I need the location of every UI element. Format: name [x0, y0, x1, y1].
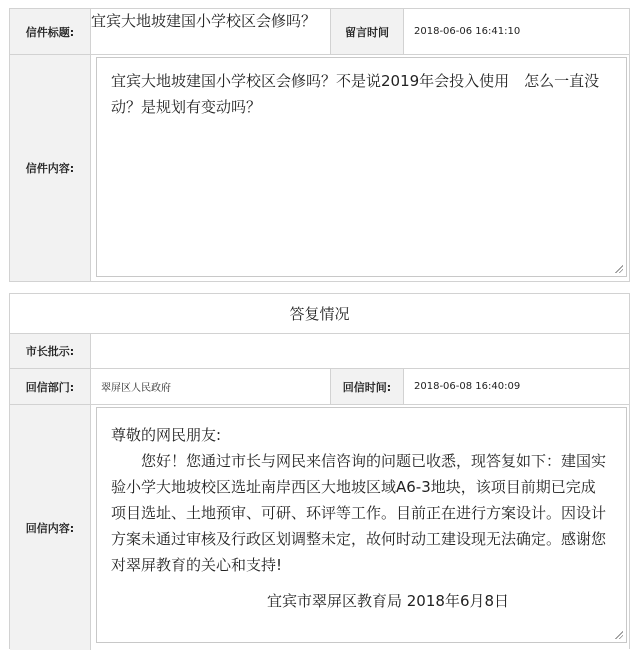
reply-dept: 翠屏区人民政府: [91, 369, 331, 404]
letter-content-row: [10, 55, 629, 281]
letter-panel: [9, 8, 630, 282]
reply-content-textarea[interactable]: [96, 407, 627, 643]
reply-body: 您好！您通过市长与网民来信咨询的问题已收悉，现答复如下：建国实验小学大地坡校区选址南岸西区大地坡区域A6-3地块，该项目前期已完成项目选址、土地预审、可研、环评等工作。目前正在进行方案设计。因设计方案未通过审核及行政区划调整未定，故何时动工建设现无法确定。感谢您对翠屏教育的关心和支持!: [111, 452, 607, 574]
letter-title: 宜宾大地坡建国小学校区会修吗？: [91, 12, 317, 30]
reply-header: 答复情况: [289, 305, 350, 323]
reply-panel: [9, 293, 630, 649]
letter-content-textarea[interactable]: [96, 57, 627, 277]
reply-greeting: 尊敬的网民朋友:: [111, 426, 222, 444]
reply-content-label: 回信内容:: [10, 405, 91, 650]
resize-grip-icon[interactable]: [615, 631, 623, 639]
letter-time-label: 留言时间: [331, 9, 404, 54]
letter-content-label: 信件内容:: [10, 55, 91, 281]
mayor-row: [10, 334, 629, 369]
resize-grip-icon[interactable]: [615, 265, 623, 273]
reply-dept-label: 回信部门:: [10, 369, 91, 404]
mayor-label: 市长批示:: [10, 334, 91, 368]
reply-time-label: 回信时间:: [331, 369, 404, 404]
reply-header-row: [10, 294, 629, 334]
letter-content-text: 宜宾大地坡建国小学校区会修吗？不是说2019年会投入使用 怎么一直没动？是规划有变动吗？: [111, 72, 600, 116]
letter-title-label: 信件标题:: [10, 9, 91, 54]
reply-time: 2018-06-08 16:40:09: [414, 381, 521, 392]
reply-dept-row: [10, 369, 629, 405]
mayor-value: [91, 334, 629, 368]
letter-title-row: [10, 9, 629, 55]
letter-title-cell: [91, 9, 331, 54]
reply-signature: 宜宾市翠屏区教育局 2018年6月8日: [267, 592, 510, 610]
letter-time: 2018-06-06 16:41:10: [414, 26, 521, 37]
reply-content-row: [10, 405, 629, 650]
